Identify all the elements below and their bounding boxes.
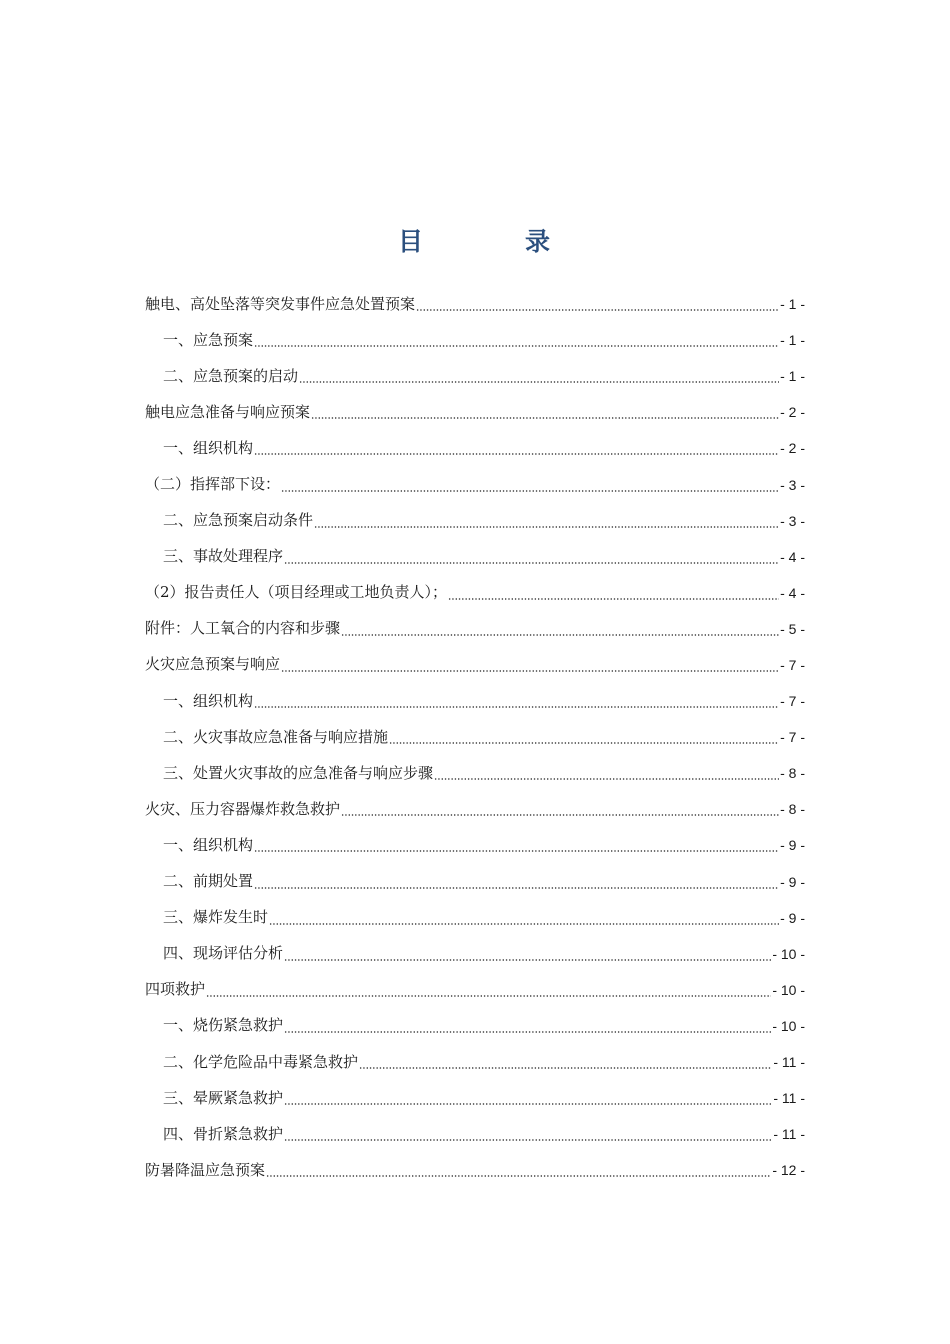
toc-entry[interactable] (145, 503, 805, 539)
toc-entry[interactable] (145, 864, 805, 900)
toc-entry-page: - 5 - (780, 620, 805, 637)
toc-leader-dots (314, 526, 779, 528)
toc-entry-text: 一、烧伤紧急救护 (163, 1016, 284, 1035)
toc-entry-text: 三、晕厥紧急救护 (163, 1088, 284, 1107)
toc-entry-text: 二、应急预案的启动 (163, 366, 299, 385)
toc-entry-page: - 2 - (780, 404, 805, 421)
toc-entry-page: - 1 - (780, 368, 805, 385)
toc-entry[interactable] (145, 611, 805, 647)
toc-entry-text: 四项救护 (145, 980, 206, 999)
toc-entry[interactable] (145, 791, 805, 827)
toc-entry-page: - 3 - (780, 476, 805, 493)
toc-leader-dots (311, 417, 779, 419)
toc-leader-dots (341, 814, 779, 816)
toc-entry-page: - 9 - (780, 909, 805, 926)
toc-leader-dots (284, 1139, 772, 1141)
toc-entry-text: 三、事故处理程序 (163, 547, 284, 566)
toc-entry[interactable] (145, 719, 805, 755)
toc-entry-page: - 11 - (773, 1090, 805, 1107)
toc-entry-text: 二、火灾事故应急准备与响应措施 (163, 727, 389, 746)
toc-entry-page: - 10 - (772, 1017, 805, 1034)
toc-entry-page: - 9 - (780, 837, 805, 854)
toc-entry-text: 火灾应急预案与响应 (145, 655, 281, 674)
toc-leader-dots (448, 598, 779, 600)
toc-title-right: 录 (525, 227, 553, 256)
toc-leader-dots (281, 670, 779, 672)
toc-entry[interactable] (145, 358, 805, 394)
toc-leader-dots (434, 778, 779, 780)
toc-leader-dots (254, 706, 779, 708)
toc-entry-page: - 9 - (780, 873, 805, 890)
toc-entry[interactable] (145, 1044, 805, 1080)
toc-entry[interactable] (145, 1008, 805, 1044)
toc-entry[interactable] (145, 430, 805, 466)
toc-entry[interactable] (145, 1080, 805, 1116)
toc-entry-page: - 3 - (780, 512, 805, 529)
toc-leader-dots (254, 345, 779, 347)
toc-entry-text: 三、处置火灾事故的应急准备与响应步骤 (163, 763, 434, 782)
toc-leader-dots (416, 309, 779, 311)
toc-leader-dots (284, 1031, 771, 1033)
toc-leader-dots (299, 381, 779, 383)
toc-leader-dots (284, 562, 779, 564)
toc-entry-text: 一、组织机构 (163, 438, 254, 457)
toc-entry[interactable] (145, 286, 805, 322)
toc-entry-text: 二、化学危险品中毒紧急救护 (163, 1052, 359, 1071)
toc-leader-dots (389, 742, 779, 744)
toc-entry-text: 触电、高处坠落等突发事件应急处置预案 (145, 294, 416, 313)
toc-leader-dots (284, 1103, 772, 1105)
toc-leader-dots (206, 995, 771, 997)
toc-entry-text: 一、组织机构 (163, 835, 254, 854)
toc-entry-page: - 4 - (780, 548, 805, 565)
toc-entry[interactable] (145, 936, 805, 972)
toc-entry[interactable] (145, 1152, 805, 1188)
toc-leader-dots (359, 1067, 772, 1069)
toc-title-left: 目 (397, 227, 425, 256)
toc-entry-text: 一、应急预案 (163, 330, 254, 349)
toc-entry[interactable] (145, 755, 805, 791)
toc-leader-dots (281, 490, 779, 492)
toc-list (145, 286, 805, 1188)
toc-entry-page: - 8 - (780, 801, 805, 818)
toc-entry-text: 防暑降温应急预案 (145, 1160, 266, 1179)
toc-entry-page: - 11 - (773, 1126, 805, 1143)
toc-entry-page: - 7 - (780, 729, 805, 746)
toc-entry-page: - 11 - (773, 1054, 805, 1071)
toc-entry-text: 四、现场评估分析 (163, 944, 284, 963)
toc-entry-page: - 10 - (772, 945, 805, 962)
toc-leader-dots (254, 453, 779, 455)
toc-entry[interactable] (145, 575, 805, 611)
toc-entry[interactable] (145, 394, 805, 430)
toc-entry-page: - 7 - (780, 656, 805, 673)
toc-entry-page: - 1 - (780, 332, 805, 349)
toc-leader-dots (341, 634, 779, 636)
toc-entry[interactable] (145, 1116, 805, 1152)
toc-entry[interactable] (145, 466, 805, 502)
toc-title (0, 222, 950, 258)
toc-entry-page: - 4 - (780, 584, 805, 601)
toc-entry-text: 附件：人工氧合的内容和步骤 (145, 619, 341, 638)
toc-entry[interactable] (145, 900, 805, 936)
toc-entry-text: 二、应急预案启动条件 (163, 511, 314, 530)
toc-entry-text: 二、前期处置 (163, 872, 254, 891)
toc-leader-dots (284, 959, 771, 961)
toc-entry-text: 四、骨折紧急救护 (163, 1124, 284, 1143)
toc-entry-page: - 8 - (780, 765, 805, 782)
toc-leader-dots (254, 850, 779, 852)
toc-entry-text: 一、组织机构 (163, 691, 254, 710)
toc-entry[interactable] (145, 827, 805, 863)
toc-entry-page: - 12 - (772, 1162, 805, 1179)
toc-entry-text: （2）报告责任人（项目经理或工地负责人）； (145, 583, 448, 602)
toc-entry-page: - 7 - (780, 693, 805, 710)
toc-entry[interactable] (145, 322, 805, 358)
toc-entry-text: （二）指挥部下设： (145, 475, 281, 494)
toc-entry[interactable] (145, 972, 805, 1008)
toc-entry-text: 火灾、压力容器爆炸救急救护 (145, 799, 341, 818)
toc-entry-page: - 2 - (780, 440, 805, 457)
toc-entry-page: - 10 - (772, 981, 805, 998)
toc-entry-page: - 1 - (780, 296, 805, 313)
toc-leader-dots (254, 887, 779, 889)
toc-entry[interactable] (145, 683, 805, 719)
toc-entry[interactable] (145, 539, 805, 575)
toc-entry-text: 触电应急准备与响应预案 (145, 402, 311, 421)
toc-leader-dots (269, 923, 779, 925)
toc-entry[interactable] (145, 647, 805, 683)
toc-entry-text: 三、爆炸发生时 (163, 908, 269, 927)
toc-leader-dots (266, 1175, 771, 1177)
